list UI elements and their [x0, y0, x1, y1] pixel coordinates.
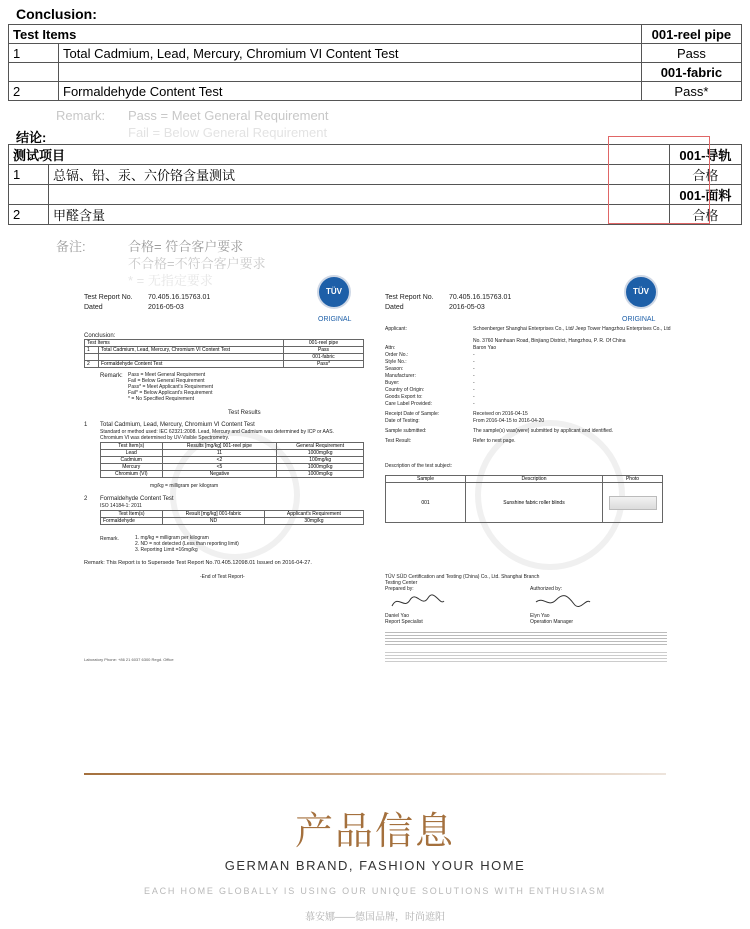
s2-results-table: [100, 510, 364, 525]
original-stamp: ORIGINAL: [318, 316, 352, 323]
row-item: Formaldehyde Content Test: [59, 82, 642, 101]
row-result: 合格: [669, 205, 741, 225]
mini-cell: Pass: [284, 347, 364, 354]
s1-results-table: [100, 442, 364, 478]
report-field-label: Test Result:: [385, 438, 412, 444]
mini-remark-lines: [128, 372, 213, 402]
mini-cell: [85, 354, 99, 361]
signer-left: [385, 613, 423, 625]
original-stamp: ORIGINAL: [622, 316, 656, 323]
mini-cell: Lead: [101, 450, 163, 457]
row-result-fabric-cn: 001-面料: [669, 185, 741, 205]
end-of-report: -End of Test Report-: [200, 574, 245, 580]
table-row: [9, 44, 742, 63]
report-field-label: Style No.:: [385, 359, 407, 365]
report-field-label: Order No.:: [385, 352, 409, 358]
table-row: [101, 464, 364, 471]
report-field-label: Season:: [385, 366, 404, 372]
row-num: 1: [9, 44, 59, 63]
mini-cell: Photo: [603, 476, 663, 483]
signer-right-role: Operation Manager: [530, 619, 574, 625]
mini-cell: Sample: [386, 476, 466, 483]
table-row: [85, 340, 364, 347]
remark2-lines: [135, 535, 239, 553]
remark-en-label: Remark:: [56, 108, 106, 123]
mini-cell: Mercury: [101, 464, 163, 471]
mini-remark-label: Remark:: [100, 373, 123, 379]
signer-right: [530, 613, 573, 625]
remark2-label: Remark.: [100, 536, 119, 542]
mini-cell: Chromium (VI): [101, 471, 163, 478]
conclusion-en-title: Conclusion:: [16, 6, 97, 22]
signer-left-role: Report Specialist: [385, 619, 423, 625]
s1-num: 1: [84, 422, 88, 428]
sample-photo: [603, 483, 663, 523]
mini-cell: Negative: [162, 471, 277, 478]
table-row: [85, 361, 364, 368]
remark-en-line-1: Pass = Meet General Requirement: [128, 108, 329, 123]
mini-remark-line: * = No Specified Requirement: [128, 396, 195, 402]
row-item: [59, 63, 642, 82]
report-field-label: Applicant:: [385, 326, 407, 332]
mini-cell: 30mg/kg: [264, 518, 363, 525]
test-results-heading: Test Results: [228, 410, 261, 416]
row-num: 2: [9, 205, 49, 225]
s1-desc-1: Standard or method used: IEC 62321:2008. Lead, Mercury and Cadmium was determined by ICP or AAS.: [100, 429, 334, 435]
table-row: [101, 450, 364, 457]
mini-cell: <5: [162, 464, 277, 471]
mini-cell: 1000mg/kg: [277, 464, 364, 471]
report-field-value: -: [473, 387, 475, 393]
mini-cell: Formaldehyde Content Test: [99, 361, 284, 368]
dated-value: 2016-05-03: [449, 304, 485, 311]
row-num: [9, 63, 59, 82]
table-row: [101, 511, 364, 518]
mini-cell: General Requirement: [277, 443, 364, 450]
mini-cell: Cadmium: [101, 457, 163, 464]
report-field-value: From 2016-04-15 to 2016-04-20: [473, 418, 545, 424]
report-field-label: Date of Testing:: [385, 418, 420, 424]
report-field-label: Receipt Date of Sample:: [385, 411, 440, 417]
tuv-logo-text: TÜV: [326, 287, 342, 296]
mini-cell: 001-reel pipe: [284, 340, 364, 347]
mini-cell: Result [mg/kg] 001-fabric: [163, 511, 265, 518]
remark-cn-line-1: 合格= 符合客户要求: [128, 239, 244, 254]
testing-center: Testing Center: [385, 580, 418, 586]
report-field-label: Buyer:: [385, 380, 400, 386]
dated-label: Dated: [84, 304, 103, 311]
s1-note: mg/kg = milligram per kilogram: [150, 483, 219, 489]
mini-cell: Sunshine fabric roller blinds: [466, 483, 603, 523]
report-field-value: -: [473, 373, 475, 379]
header-test-items-cn: 测试项目: [9, 145, 670, 165]
mini-cell: Test Item(s): [101, 511, 163, 518]
mini-cell: <2: [162, 457, 277, 464]
table-row: [9, 63, 742, 82]
dated-label: Dated: [385, 304, 404, 311]
remark2-line: 3. Reporting Limit =16mg/kg: [135, 547, 198, 553]
report-field-label: Goods Export to:: [385, 394, 423, 400]
mini-cell: Results [mg/kg] 001-reel pipe: [162, 443, 277, 450]
report-field-value: No. 3760 Nanhuan Road, Binjiang District, Hangzhou, P. R. Of China: [473, 338, 626, 344]
mini-cell: 1000mg/kg: [277, 471, 364, 478]
report-field-value: -: [473, 352, 475, 358]
mini-cell: 100mg/kg: [277, 457, 364, 464]
table-row: [101, 443, 364, 450]
report-footer-left: Laboratory Phone: +86 21 6037 6300 Regd. Office: [84, 657, 174, 662]
remark-cn-line-3: * = 无指定要求: [128, 273, 213, 288]
report-field-value: The sample(s) was(were) submitted by applicant and identified.: [473, 428, 614, 434]
header-rail-cn: 001-导轨: [669, 145, 741, 165]
prepared-by: Prepared by:: [385, 586, 414, 592]
s2-title: Formaldehyde Content Test: [100, 496, 174, 502]
mini-cell: [99, 354, 284, 361]
table-row: [101, 471, 364, 478]
table-row: [386, 483, 663, 523]
fine-print: [385, 632, 667, 646]
report-field-label: Manufacturer:: [385, 373, 416, 379]
mini-cell: 11: [162, 450, 277, 457]
mini-cell: 2: [85, 361, 99, 368]
remark2-line: 1. mg/kg = milligram per kilogram: [135, 535, 209, 541]
report-no-value: 70.405.16.15763.01: [449, 294, 512, 301]
signature-right-icon: [532, 592, 592, 612]
row-result: Pass: [641, 44, 741, 63]
sample-table: [385, 475, 663, 523]
report-field-label: Attn:: [385, 345, 396, 351]
header-test-items: Test Items: [9, 25, 642, 44]
mini-cell: Pass*: [284, 361, 364, 368]
test-subject-desc: Description of the test subject:: [385, 463, 452, 469]
report-no-label: Test Report No.: [84, 294, 133, 301]
row-result: 合格: [669, 165, 741, 185]
report-field-value: -: [473, 394, 475, 400]
tuv-logo-icon: [624, 275, 658, 309]
table-row: [85, 347, 364, 354]
row-item: 总镉、铅、汞、六价铬含量测试: [49, 165, 670, 185]
conclusion-en-table: [8, 24, 742, 101]
product-info-subtitle: GERMAN BRAND, FASHION YOUR HOME: [224, 858, 526, 873]
table-row: [101, 457, 364, 464]
row-result-fabric: 001-fabric: [641, 63, 741, 82]
row-num: 1: [9, 165, 49, 185]
conclusion-cn-title: 结论:: [16, 130, 47, 145]
header-reel-pipe: 001-reel pipe: [641, 25, 741, 44]
sample-photo-image: [609, 496, 657, 510]
report-field-value: Received on 2016-04-15: [473, 411, 528, 417]
mini-cell: 1000mg/kg: [277, 450, 364, 457]
mini-cell: ND: [163, 518, 265, 525]
mini-cell: Description: [466, 476, 603, 483]
mini-cell: Test Items: [85, 340, 284, 347]
product-info-title: 产品信息: [294, 809, 455, 853]
row-item: [49, 185, 670, 205]
report-no-value: 70.405.16.15763.01: [148, 294, 211, 301]
s2-std: ISO 14184-1: 2011: [100, 503, 142, 509]
mini-cell: Test Item(s): [101, 443, 163, 450]
mini-cell: 001-fabric: [284, 354, 364, 361]
report-field-value: -: [473, 366, 475, 372]
dated-value: 2016-05-03: [148, 304, 184, 311]
report-field-label: Country of Origin:: [385, 387, 425, 393]
report-field-value: -: [473, 380, 475, 386]
mini-cell: 1: [85, 347, 99, 354]
report-field-value: Baron Yao: [473, 345, 497, 351]
signer-right-name: Elyn Yao: [530, 613, 550, 619]
table-row: [9, 82, 742, 101]
gold-divider: [84, 773, 666, 775]
report-field-label: Care Label Provided:: [385, 401, 432, 407]
footer-fine-print: [385, 652, 667, 664]
remark-en-line-2: Fail = Below General Requirement: [128, 125, 328, 140]
branch-name: TÜV SÜD Certification and Testing (China) Co., Ltd. Shanghai Branch: [385, 574, 540, 580]
mini-remark-line: Pass = Meet General Requirement: [128, 372, 206, 378]
report-field-value: Schoenberger Shanghai Enterprises Co., Ltd/ Jeep Tower Hangzhou Enterprises Co., Ltd: [473, 326, 671, 332]
mini-conclusion-title: Conclusion:: [84, 333, 116, 339]
row-num: [9, 185, 49, 205]
highlight-box: [608, 136, 710, 224]
s1-title: Total Cadmium, Lead, Mercury, Chromium VI Content Test: [100, 422, 255, 428]
mini-cell: Formaldehyde: [101, 518, 163, 525]
row-result: Pass*: [641, 82, 741, 101]
mini-cell: Total Cadmium, Lead, Mercury, Chromium VI Content Test: [99, 347, 284, 354]
table-row: [101, 518, 364, 525]
mini-remark-line: Fail = Below General Requirement: [128, 378, 205, 384]
report-field-value: -: [473, 401, 475, 407]
authorized-by: Authorized by:: [530, 586, 562, 592]
mini-cell: Applicant's Requirement: [264, 511, 363, 518]
tuv-logo-icon: [317, 275, 351, 309]
tuv-logo-text: TÜV: [633, 287, 649, 296]
product-info-slogan: 慕安娜——德国品牌，时尚遮阳: [305, 912, 445, 923]
row-num: 2: [9, 82, 59, 101]
table-header-row: [9, 25, 742, 44]
report-field-label: Sample submitted:: [385, 428, 427, 434]
mini-remark-line: Fail* = Below Applicant's Requirement: [128, 390, 213, 396]
signature-left-icon: [388, 592, 448, 612]
remark2-line: 2. ND = not detected (Less than reporting limit): [135, 541, 239, 547]
remark-cn-line-2: 不合格=不符合客户要求: [128, 256, 266, 271]
report-no-label: Test Report No.: [385, 294, 434, 301]
mini-remark-line: Pass* = Meet Applicant's Requirement: [128, 384, 214, 390]
s1-desc-2: Chromium VI was determined by UV-Visible Spectrometry.: [100, 435, 230, 441]
mini-cell: 001: [386, 483, 466, 523]
s2-num: 2: [84, 496, 88, 502]
row-item: Total Cadmium, Lead, Mercury, Chromium VI Content Test: [59, 44, 642, 63]
product-info-tagline: EACH HOME GLOBALLY IS USING OUR UNIQUE SOLUTIONS WITH ENTHUSIASM: [144, 886, 606, 896]
table-row: [386, 476, 663, 483]
table-row: [85, 354, 364, 361]
mini-conclusion-table: [84, 339, 364, 368]
supersede-remark: Remark: This Report is to Supersede Test Report No.70.405.12098.01 Issued on 2016-04-27.: [84, 560, 312, 566]
signer-left-name: Daniel Yao: [385, 613, 409, 619]
row-item: 甲醛含量: [49, 205, 670, 225]
remark-cn-label: 备注:: [56, 239, 86, 254]
report-field-value: -: [473, 359, 475, 365]
report-field-value: Refer to next page.: [473, 438, 516, 444]
